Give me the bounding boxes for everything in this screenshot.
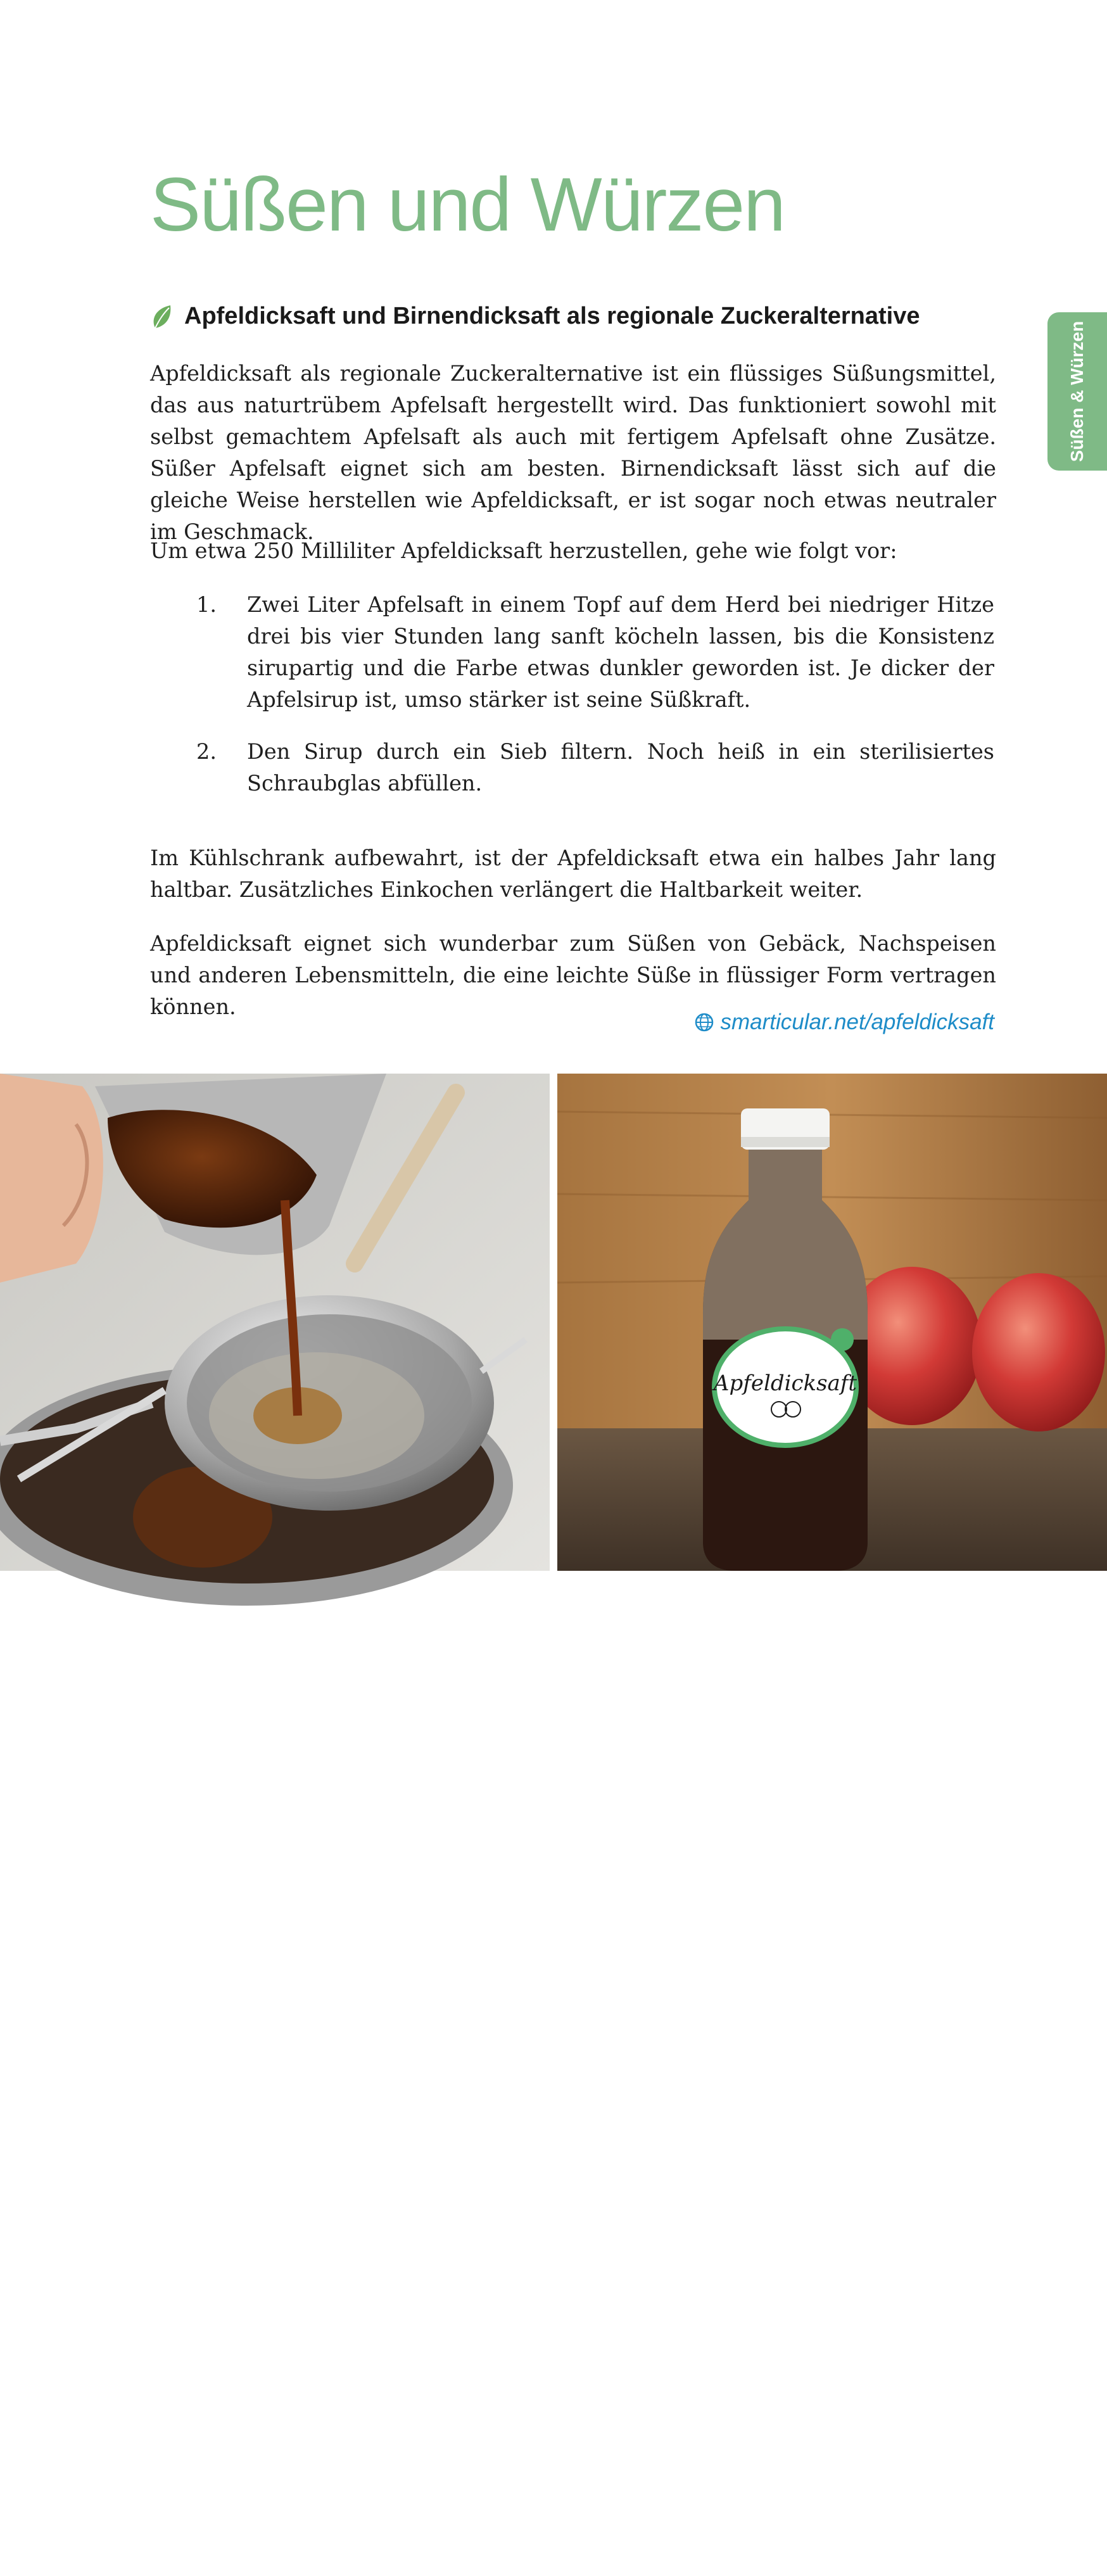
intro-paragraph: Apfeldicksaft als regionale Zuckeralternative ist ein flüssiges Süßungsmittel, das aus naturtrübem Apfelsaft hergestellt wird. Das funktioniert sowohl mit selbst gemachtem Apfelsaft als auch mit fertigem Apfelsaft ohne Zusätze. Süßer Apfelsaft eignet sich am besten. Birnendicksaft lässt sich auf die gleiche Weise herstellen wie Apfeldicksaft, er ist sogar noch etwas neutraler im Geschmack. (150, 361, 996, 544)
leaf-icon (150, 304, 173, 329)
section-heading (150, 303, 1005, 330)
steps-intro-paragraph: Um etwa 250 Milliliter Apfeldicksaft herzustellen, gehe wie folgt vor: (150, 538, 897, 563)
chapter-side-tab-label: Süßen & Würzen (1067, 320, 1087, 462)
page-number: 43 (967, 2549, 993, 2575)
source-link-text: smarticular.net/apfeldicksaft (720, 1010, 994, 1034)
globe-icon (694, 1012, 714, 1032)
steps-list (196, 589, 994, 820)
step-item (196, 589, 994, 716)
step-text: Zwei Liter Apfelsaft in einem Topf auf dem Herd bei niedriger Hitze drei bis vier Stunden lang sanft köcheln lassen, bis die Konsistenz sirupartig und die Farbe etwas dunkler geworden ist. Je dicker der Apfelsirup ist, umso stärker ist seine Süßkraft. (247, 592, 994, 712)
photo-pouring-syrup (0, 1074, 550, 1571)
usage-paragraph: Apfeldicksaft eignet sich wunderbar zum Süßen von Gebäck, Nachspeisen und anderen Lebensmitteln, die eine leichte Süße in flüssiger Form vertragen können. (150, 931, 996, 1019)
chapter-side-tab[interactable] (1047, 312, 1107, 471)
source-link[interactable] (694, 1010, 995, 1035)
page-title: Süßen und Würzen (150, 162, 785, 247)
step-text: Den Sirup durch ein Sieb filtern. Noch heiß in ein sterilisiertes Schraubglas abfüllen. (247, 739, 994, 796)
bottle-label-text: Apfeldicksaft (713, 1371, 857, 1396)
photo-syrup-bottle (557, 1074, 1107, 2575)
section-title: Apfeldicksaft und Birnendicksaft als regionale Zuckeralternative (184, 303, 920, 329)
step-item (196, 736, 994, 799)
storage-paragraph: Im Kühlschrank aufbewahrt, ist der Apfeldicksaft etwa ein halbes Jahr lang haltbar. Zusätzliches Einkochen verlängert die Haltbarkeit weiter. (150, 846, 996, 902)
step-number: 2. (196, 739, 217, 764)
step-number: 1. (196, 592, 217, 617)
